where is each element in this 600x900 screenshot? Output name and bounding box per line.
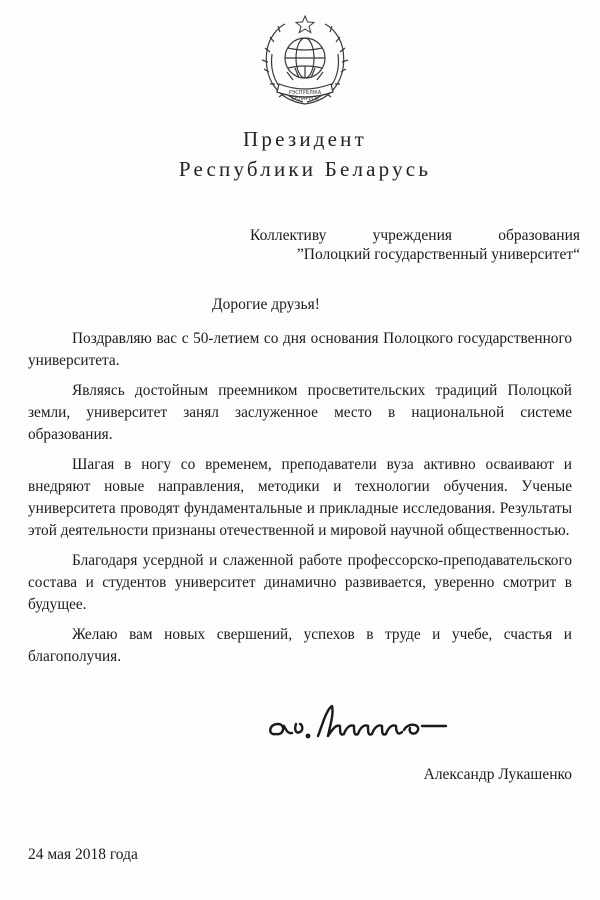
addressee-line-1: Коллективу учреждения образования	[250, 227, 580, 244]
letter-paragraph: Благодаря усердной и слаженной работе профессорско-преподавательского состава и студентов университет динамично развивается, уверенно смотрит в будущее.	[28, 552, 572, 613]
letter-body	[28, 328, 572, 676]
addressee-line-2: ”Полоцкий государственный университет“	[296, 246, 580, 263]
addressee-block	[250, 226, 580, 264]
signer-name: Александр Лукашенко	[423, 766, 572, 783]
svg-text:РЭСПУБЛІКА: РЭСПУБЛІКА	[288, 90, 322, 96]
svg-text:БЕЛАРУСЬ: БЕЛАРУСЬ	[291, 96, 319, 102]
salutation: Дорогие друзья!	[212, 296, 320, 313]
letter-paragraph: Желаю вам новых свершений, успехов в труде и учебе, счастья и благополучия.	[28, 626, 572, 665]
state-emblem-icon	[255, 12, 355, 112]
letterhead-subtitle: Республики Беларусь	[178, 157, 432, 181]
letter-date: 24 мая 2018 года	[28, 846, 138, 863]
letterhead-title: Президент	[243, 127, 367, 151]
letterhead	[0, 124, 600, 184]
letter-paragraph: Являясь достойным преемником просветительских традиций Полоцкой земли, университет занял заслуженное место в национальной системе образования.	[28, 382, 572, 443]
letter-paragraph: Шагая в ногу со временем, преподаватели вуза активно осваивают и внедряют новые направления, методики и технологии обучения. Ученые университета проводят фундаментальные и прикладные исследования. Результаты этой деятельности признаны отечественной и мировой научной общественностью.	[28, 456, 572, 539]
handwritten-signature-icon	[262, 696, 462, 756]
letter-paragraph: Поздравляю вас с 50-летием со дня основания Полоцкого государственного университета.	[28, 330, 572, 369]
